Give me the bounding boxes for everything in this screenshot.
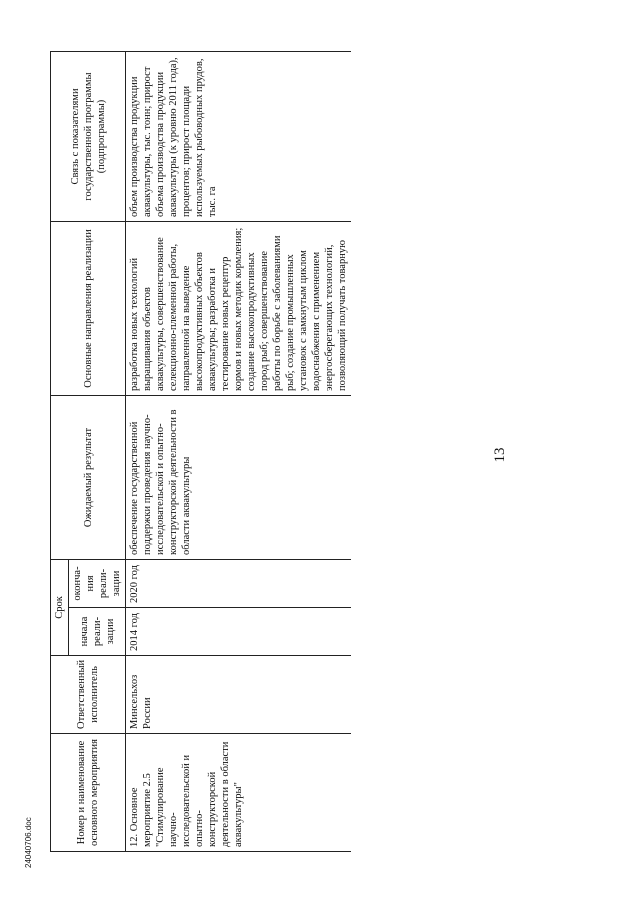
header-end: оконча-ния реали-зации bbox=[69, 559, 126, 607]
footer-file-code: 24040706.doc bbox=[24, 817, 33, 868]
cell-start: 2014 год bbox=[126, 608, 352, 656]
rotated-content bbox=[50, 30, 590, 880]
cell-executor: Минсельхоз России bbox=[126, 656, 352, 734]
header-srok: Срок bbox=[51, 559, 69, 655]
header-link: Связь с показателями государственной программы (подпрограммы) bbox=[51, 51, 126, 221]
header-directions: Основные направления реализации bbox=[51, 221, 126, 395]
header-number-name: Номер и наименование основного мероприятия bbox=[51, 734, 126, 852]
table-row bbox=[126, 51, 352, 851]
header-start: начала реали-зации bbox=[69, 608, 126, 656]
header-executor: Ответственный исполнитель bbox=[51, 656, 126, 734]
row-name: Основное мероприятие 2.5 "Стимулирование научно-исследовательской и опытно-конструкторской деятельности в области аквакультуры" bbox=[129, 741, 244, 847]
cell-result: обеспечение государственной поддержки проведения научно-исследовательской и опытно-конструкторской деятельности в области аквакультуры bbox=[126, 395, 352, 559]
program-table bbox=[50, 51, 351, 852]
table-header bbox=[51, 51, 126, 851]
cell-directions: разработка новых технологий выращивания объектов аквакультуры, совершенствование селекционно-племенной работы, направленной на выведение высокопродуктивных объектов аквакультуры; разработка и тестирование новых рецептур кормов и новых методик кормления; создание высокопродуктивных пород рыб; совершенствование работы по борьбе с заболеваниями рыб; создание промышленных установок с замкнутым циклом водоснабжения с применением энергосберегающих технологий, позволяющий получать товарную bbox=[126, 221, 352, 395]
page-number: 13 bbox=[492, 447, 508, 463]
cell-end: 2020 год bbox=[126, 559, 352, 607]
cell-number-name bbox=[126, 734, 352, 852]
cell-link: объем производства продукции аквакультуры, тыс. тонн; прирост объема производства продукции аквакультуры (к уровню 2011 года), процентов; прирост площади используемых рыбоводных прудов, тыс. га bbox=[126, 51, 352, 221]
row-number: 12. bbox=[129, 833, 140, 847]
header-result: Ожидаемый результат bbox=[51, 395, 126, 559]
